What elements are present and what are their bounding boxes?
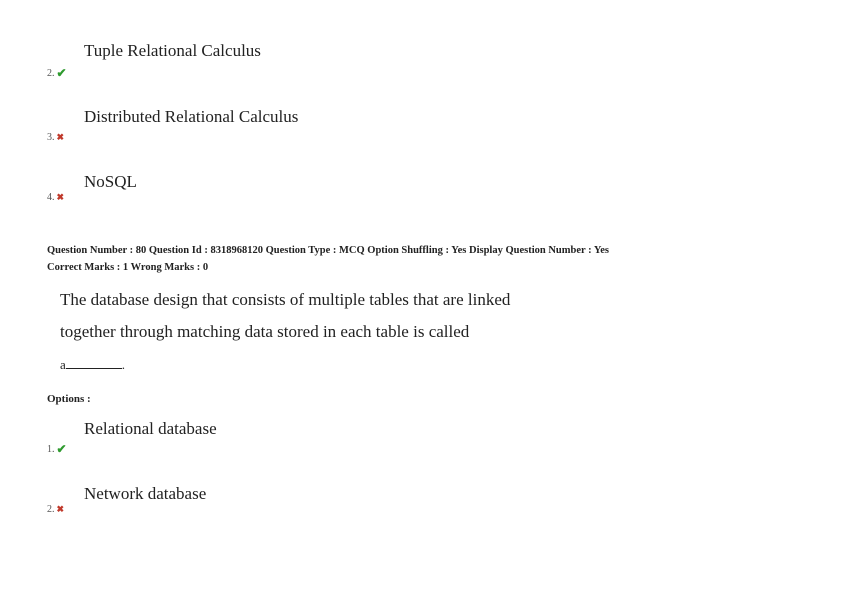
option-number-label: 3.: [47, 132, 55, 143]
check-icon: ✔: [56, 66, 67, 80]
option-number-label: 2.: [47, 68, 55, 79]
option-number: [47, 504, 64, 515]
cross-icon: ✖: [56, 504, 65, 514]
question-blank-line: [60, 357, 125, 373]
option-text: Network database: [84, 484, 207, 503]
option-number: [47, 442, 67, 457]
option-text: Relational database: [84, 419, 217, 438]
check-icon: ✔: [56, 442, 67, 456]
option-text: Tuple Relational Calculus: [84, 41, 261, 60]
option-number: [47, 132, 64, 143]
blank-suffix: .: [121, 357, 126, 372]
question-marks: Correct Marks : 1 Wrong Marks : 0: [47, 262, 209, 273]
options-label: Options :: [47, 393, 91, 405]
option-number-label: 4.: [47, 192, 55, 203]
cross-icon: ✖: [56, 192, 65, 202]
question-text-line: together through matching data stored in each table is called: [60, 322, 470, 341]
blank-underline: [66, 357, 122, 369]
question-meta: Question Number : 80 Question Id : 8318968120 Question Type : MCQ Option Shuffling : Yes Display Question Number : Yes: [47, 245, 610, 256]
blank-prefix: a: [60, 357, 66, 372]
option-number-label: 2.: [47, 504, 55, 515]
option-text: NoSQL: [84, 172, 137, 191]
option-number: [47, 66, 67, 81]
cross-icon: ✖: [56, 132, 65, 142]
option-number: [47, 192, 64, 203]
question-text-line: The database design that consists of multiple tables that are linked: [60, 290, 511, 309]
option-number-label: 1.: [47, 444, 55, 455]
option-text: Distributed Relational Calculus: [84, 107, 299, 126]
